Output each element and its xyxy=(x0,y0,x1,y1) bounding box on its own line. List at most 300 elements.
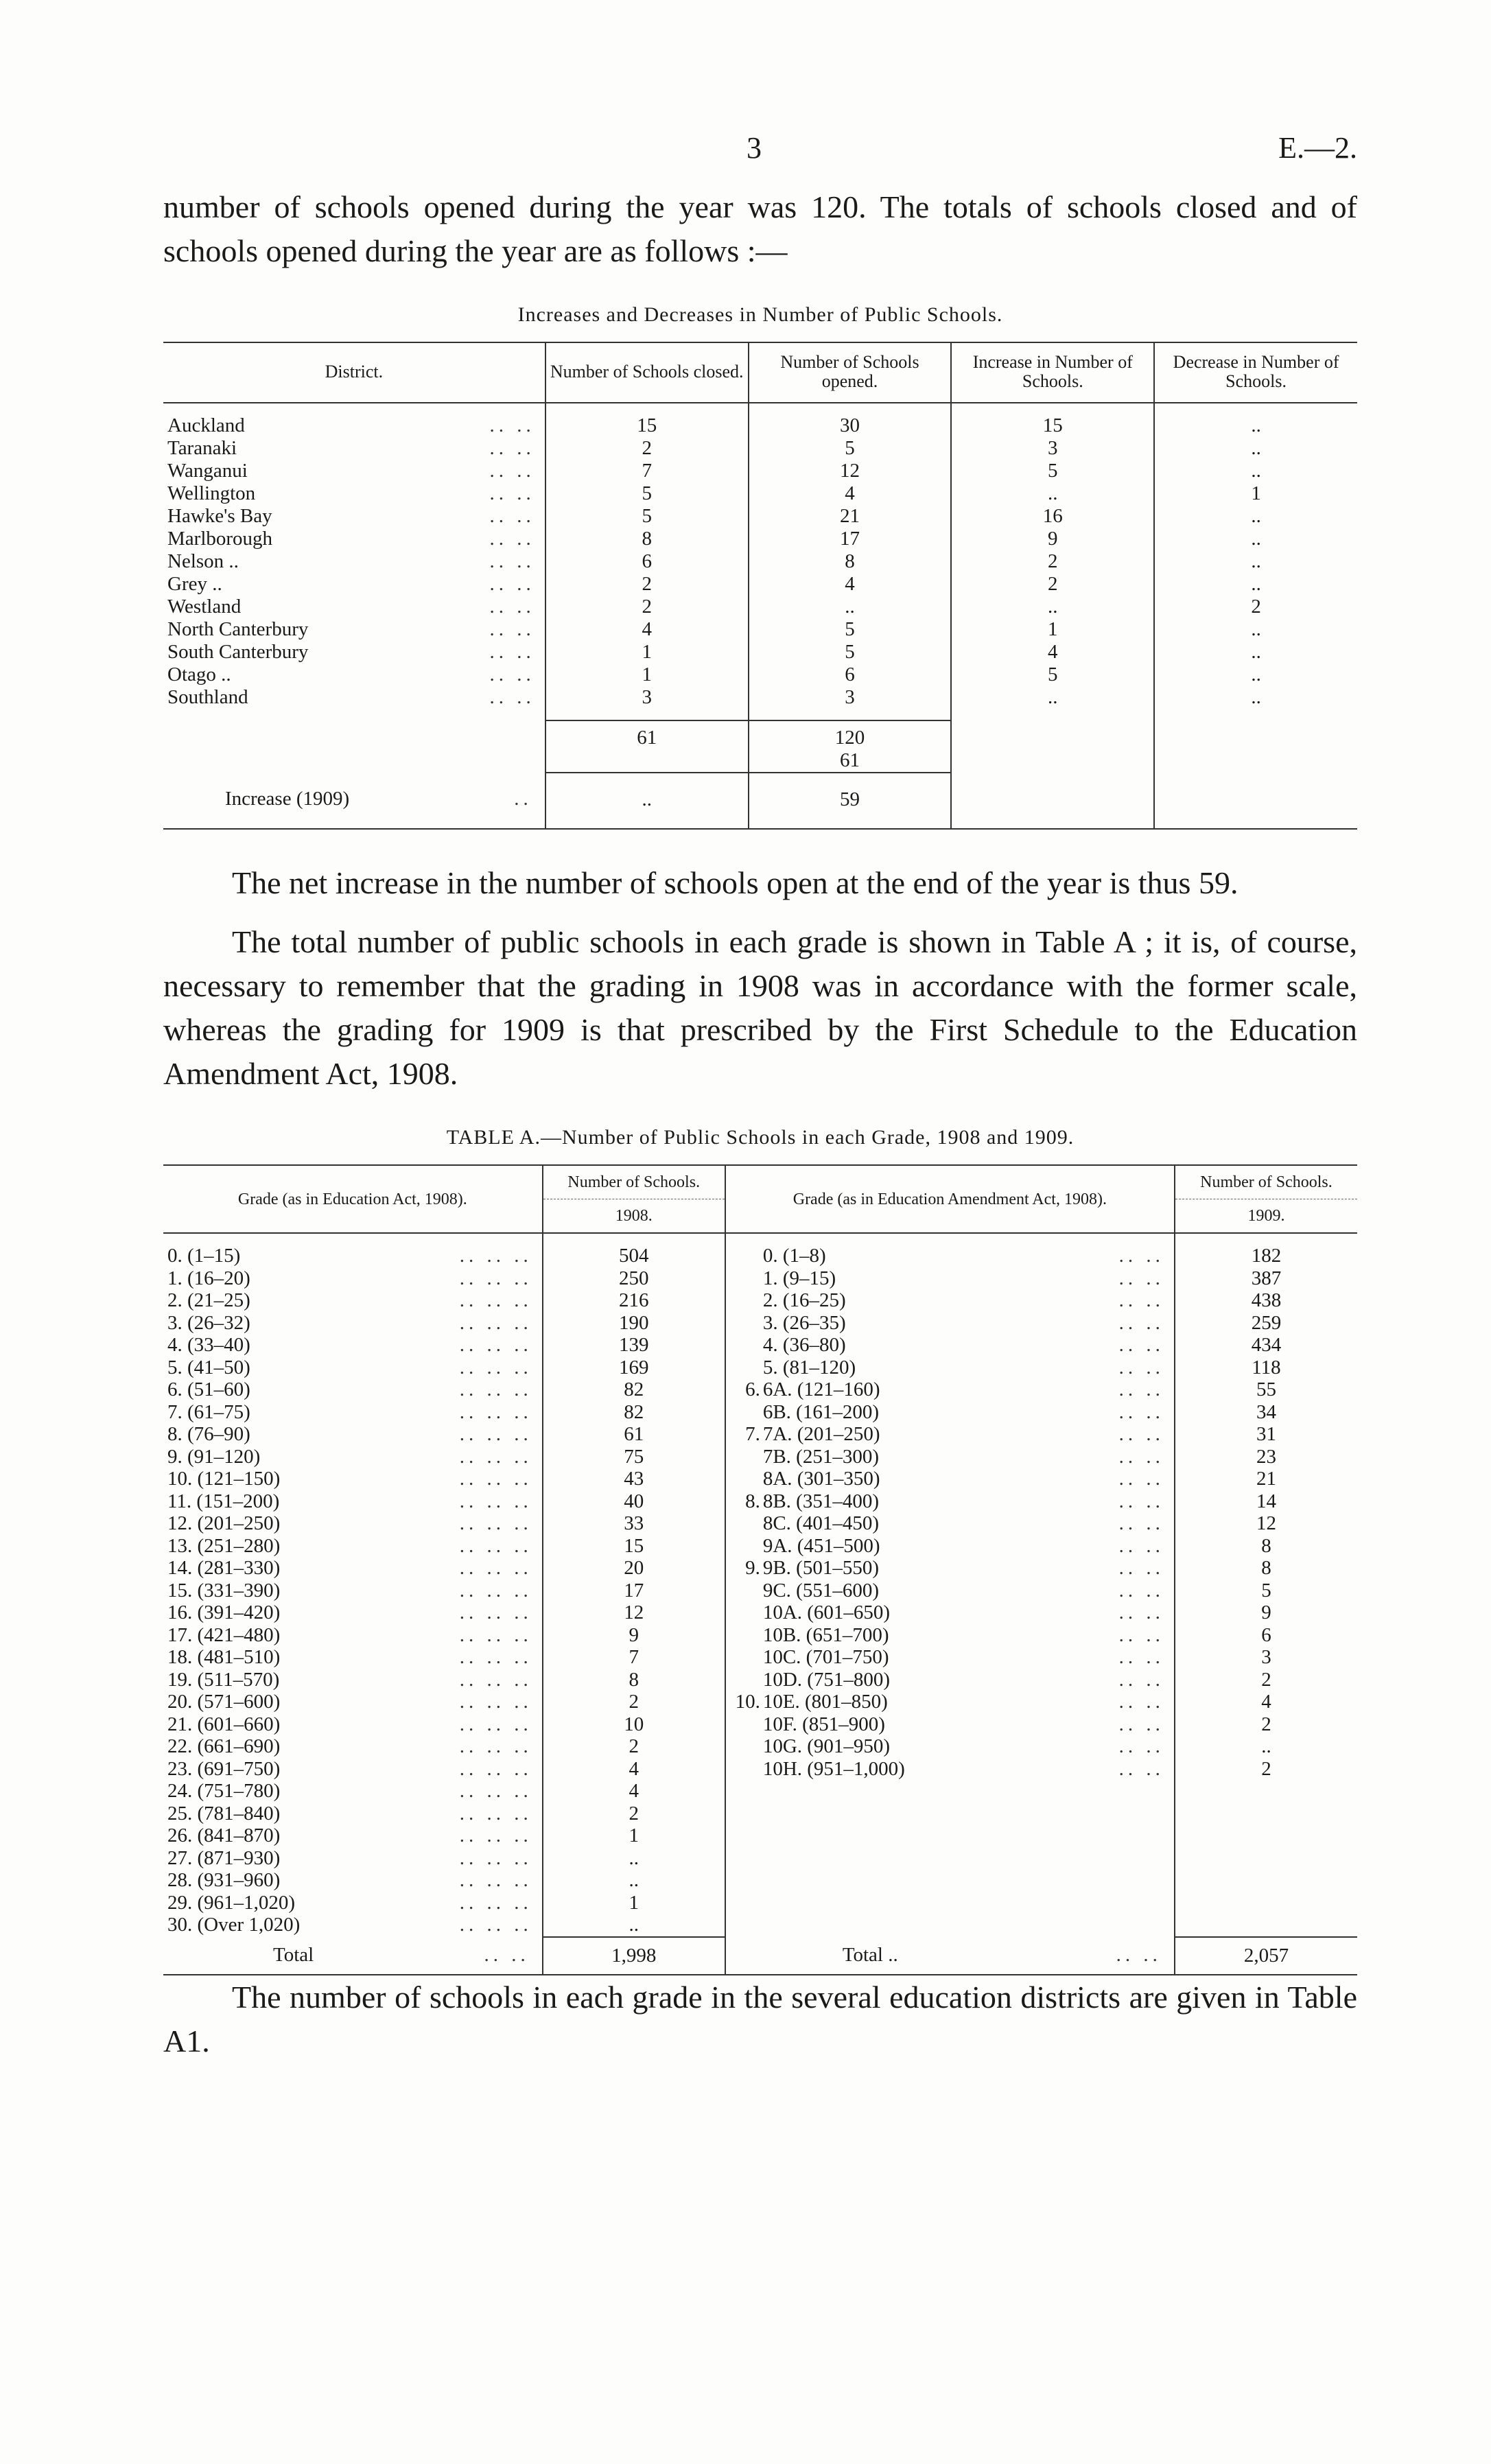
cell-decrease: .. xyxy=(1154,528,1357,550)
table-row xyxy=(163,1869,1357,1892)
table-row xyxy=(163,1646,1357,1669)
table-row xyxy=(163,1557,1357,1580)
cell-decrease: .. xyxy=(1154,686,1357,709)
grade-new-cell xyxy=(725,1780,1175,1803)
grade-new-label: 3. (26–35) xyxy=(762,1311,846,1334)
grade-old-label: 22. (661–690) xyxy=(167,1735,281,1757)
grade-new-label: 10D. (751–800) xyxy=(762,1668,891,1691)
grade-new-cell: 10D. (751–800) .. .. xyxy=(725,1669,1175,1691)
district-name: Hawke's Bay xyxy=(167,505,272,527)
count-1908: 33 xyxy=(543,1512,725,1535)
cell-opened: 6 xyxy=(749,664,952,686)
table-row xyxy=(163,1914,1357,1937)
grade-old-cell: 15. (331–390) .. .. .. xyxy=(167,1579,532,1601)
count-1909: 4 xyxy=(1175,1691,1357,1713)
total-closed: 61 xyxy=(545,720,749,773)
district-name: Westland xyxy=(167,596,242,618)
district-cell: Southland .. .. xyxy=(167,686,535,708)
document-page xyxy=(163,130,1357,2078)
grade-old-cell: 4. (33–40) .. .. .. xyxy=(167,1334,532,1356)
total-opened-less: 61 xyxy=(839,749,860,771)
district-cell: Hawke's Bay .. .. xyxy=(167,505,535,527)
count-1908: 43 xyxy=(543,1468,725,1490)
count-1908: 139 xyxy=(543,1334,725,1357)
grade-new-cell: 2. (16–25) .. .. xyxy=(725,1289,1175,1312)
grade-old-label: 8. (76–90) xyxy=(167,1423,250,1445)
count-1908: 12 xyxy=(543,1601,725,1624)
year-1909: 1909. xyxy=(1175,1199,1357,1234)
cell-closed: 1 xyxy=(545,641,749,664)
table-row xyxy=(163,1580,1357,1602)
grade-old-label: 4. (33–40) xyxy=(167,1334,250,1356)
table-row xyxy=(163,550,1357,573)
table-row xyxy=(163,573,1357,596)
col-closed: Number of Schools closed. xyxy=(545,342,749,403)
grade-new-cell xyxy=(725,1824,1175,1847)
cell-closed: 15 xyxy=(545,414,749,437)
count-1909: 259 xyxy=(1175,1312,1357,1335)
totals-row xyxy=(163,720,1357,773)
count-1908: 82 xyxy=(543,1401,725,1424)
count-1909: 34 xyxy=(1175,1401,1357,1424)
grade-new-cell xyxy=(725,1847,1175,1870)
grade-new-cell: 10C. (701–750) .. .. xyxy=(725,1646,1175,1669)
count-1908: 504 xyxy=(543,1245,725,1267)
grade-table xyxy=(163,1164,1357,1975)
grade-new-cell: 8C. (401–450) .. .. xyxy=(725,1512,1175,1535)
cell-increase: 9 xyxy=(951,528,1154,550)
grade-new-cell: 5. (81–120) .. .. xyxy=(725,1357,1175,1379)
count-1908: 75 xyxy=(543,1446,725,1468)
cell-opened: 21 xyxy=(749,505,952,528)
intro-paragraph: number of schools opened during the year was 120. The totals of schools closed and of schools opened during the year are as follows :— xyxy=(163,189,1357,268)
grade-old-label: 0. (1–15) xyxy=(167,1245,241,1267)
total-left-label-cell: Total .. .. xyxy=(273,1943,530,1966)
cell-increase: .. xyxy=(951,686,1154,709)
cell-closed: 7 xyxy=(545,460,749,482)
table-row xyxy=(163,414,1357,437)
grade-old-cell: 19. (511–570) .. .. .. xyxy=(167,1668,532,1691)
cell-decrease: .. xyxy=(1154,573,1357,596)
grade-old-cell: 12. (201–250) .. .. .. xyxy=(167,1512,532,1534)
district-name: Auckland xyxy=(167,414,245,436)
grade-new-cell: 7. 7A. (201–250) .. .. xyxy=(725,1423,1175,1446)
col-decrease: Decrease in Number of Schools. xyxy=(1154,342,1357,403)
cell-increase: 2 xyxy=(951,573,1154,596)
grade-new-label: 10B. (651–700) xyxy=(762,1623,889,1646)
cell-increase: 2 xyxy=(951,550,1154,573)
table-row xyxy=(163,1490,1357,1513)
count-1908: 1 xyxy=(543,1824,725,1847)
grade-group: 7. xyxy=(745,1423,760,1445)
table-row xyxy=(163,1535,1357,1558)
table-row xyxy=(163,1357,1357,1379)
grade-old-label: 28. (931–960) xyxy=(167,1869,281,1891)
grade-old-cell: 11. (151–200) .. .. .. xyxy=(167,1490,532,1512)
grade-new-label: 6B. (161–200) xyxy=(762,1400,879,1423)
grade-new-label: 8A. (301–350) xyxy=(762,1468,880,1490)
cell-opened: 4 xyxy=(749,482,952,505)
grade-old-cell: 18. (481–510) .. .. .. xyxy=(167,1646,532,1668)
grade-new-cell: 9. 9B. (501–550) .. .. xyxy=(725,1557,1175,1580)
grade-totals-row xyxy=(163,1937,1357,1975)
grade-new-cell: 6. 6A. (121–160) .. .. xyxy=(725,1378,1175,1401)
grade-new-cell: 10. 10E. (801–850) .. .. xyxy=(725,1691,1175,1713)
grade-old-cell: 23. (691–750) .. .. .. xyxy=(167,1757,532,1780)
district-cell: Marlborough .. .. xyxy=(167,528,535,550)
page-header xyxy=(163,130,1357,185)
table-row xyxy=(163,686,1357,709)
col-grade-old: Grade (as in Education Act, 1908). xyxy=(163,1165,543,1233)
grade-new-label: 5. (81–120) xyxy=(762,1356,856,1378)
table-row xyxy=(163,1803,1357,1825)
table-row xyxy=(163,1713,1357,1736)
grade-old-label: 12. (201–250) xyxy=(167,1512,281,1534)
col-grade-new: Grade (as in Education Amendment Act, 1908). xyxy=(725,1165,1175,1233)
table-row xyxy=(163,1512,1357,1535)
count-1909: 3 xyxy=(1175,1646,1357,1669)
page-number: 3 xyxy=(747,131,762,165)
count-1909: 31 xyxy=(1175,1423,1357,1446)
total-1909: 2,057 xyxy=(1175,1937,1357,1975)
count-1908: 10 xyxy=(543,1713,725,1736)
count-1909 xyxy=(1175,1847,1357,1870)
grade-new-cell: 10G. (901–950) .. .. xyxy=(725,1735,1175,1758)
grade-new-cell: 6B. (161–200) .. .. xyxy=(725,1401,1175,1424)
count-1908: 190 xyxy=(543,1312,725,1335)
cell-decrease: .. xyxy=(1154,641,1357,664)
table-row xyxy=(163,505,1357,528)
grade-old-label: 13. (251–280) xyxy=(167,1534,281,1557)
count-1909: 6 xyxy=(1175,1624,1357,1647)
grade-new-cell: 1. (9–15) .. .. xyxy=(725,1267,1175,1290)
count-1909: 21 xyxy=(1175,1468,1357,1490)
grade-new-cell: 8A. (301–350) .. .. xyxy=(725,1468,1175,1490)
grade-old-label: 3. (26–32) xyxy=(167,1311,250,1334)
cell-opened: 8 xyxy=(749,550,952,573)
table-row xyxy=(163,482,1357,505)
table-row xyxy=(163,1267,1357,1290)
increase-label: Increase (1909) xyxy=(225,788,350,810)
grade-new-label: 7B. (251–300) xyxy=(762,1445,879,1468)
count-1909: 118 xyxy=(1175,1357,1357,1379)
count-1909: 2 xyxy=(1175,1758,1357,1781)
count-1909: 2 xyxy=(1175,1669,1357,1691)
count-1908: .. xyxy=(543,1847,725,1870)
grade-old-cell: 9. (91–120) .. .. .. xyxy=(167,1445,532,1468)
grade-old-label: 6. (51–60) xyxy=(167,1378,250,1400)
count-1909 xyxy=(1175,1824,1357,1847)
table-row xyxy=(163,437,1357,460)
grade-new-cell: 10H. (951–1,000) .. .. xyxy=(725,1758,1175,1781)
grade-new-cell: 3. (26–35) .. .. xyxy=(725,1312,1175,1335)
district-name: Wanganui xyxy=(167,460,248,482)
count-1908: 8 xyxy=(543,1669,725,1691)
count-1909 xyxy=(1175,1803,1357,1825)
count-1909: 8 xyxy=(1175,1557,1357,1580)
grade-new-cell: 8. 8B. (351–400) .. .. xyxy=(725,1490,1175,1513)
count-1909: 12 xyxy=(1175,1512,1357,1535)
grade-new-label: 7A. (201–250) xyxy=(762,1423,880,1445)
table-row xyxy=(163,1423,1357,1446)
cell-decrease: .. xyxy=(1154,437,1357,460)
district-cell: Grey .. .. .. xyxy=(167,573,535,595)
table-row xyxy=(163,1446,1357,1468)
increase-row xyxy=(163,773,1357,829)
grade-old-label: 25. (781–840) xyxy=(167,1802,281,1824)
cell-closed: 2 xyxy=(545,437,749,460)
cell-opened: 5 xyxy=(749,618,952,641)
count-1909: 2 xyxy=(1175,1713,1357,1736)
count-1908: 2 xyxy=(543,1691,725,1713)
grade-old-cell: 1. (16–20) .. .. .. xyxy=(167,1267,532,1289)
grade-old-cell: 27. (871–930) .. .. .. xyxy=(167,1846,532,1869)
count-1909 xyxy=(1175,1780,1357,1803)
grade-total-paragraph: The total number of public schools in each grade is shown in Table A ; it is, of course, necessary to remember that the grading in 1908 was in accordance with the former scale, whereas the grading for 1909 is that prescribed by the First Schedule to the Education Amendment Act, 1908. xyxy=(163,924,1357,1091)
cell-opened: 12 xyxy=(749,460,952,482)
count-1909: 9 xyxy=(1175,1601,1357,1624)
district-cell: South Canterbury .. .. xyxy=(167,641,535,663)
grade-old-cell: 26. (841–870) .. .. .. xyxy=(167,1824,532,1846)
grade-old-label: 19. (511–570) xyxy=(167,1668,280,1691)
grade-old-cell: 24. (751–780) .. .. .. xyxy=(167,1780,532,1802)
cell-opened: .. xyxy=(749,596,952,618)
count-1908: 20 xyxy=(543,1557,725,1580)
table-row xyxy=(163,1289,1357,1312)
grade-old-label: 20. (571–600) xyxy=(167,1691,281,1713)
table-row xyxy=(163,1735,1357,1758)
grade-group: 6. xyxy=(745,1378,760,1400)
cell-increase: 5 xyxy=(951,460,1154,482)
cell-decrease: .. xyxy=(1154,550,1357,573)
grade-old-label: 26. (841–870) xyxy=(167,1824,281,1846)
grade-new-cell: 0. (1–8) .. .. xyxy=(725,1245,1175,1267)
cell-closed: 2 xyxy=(545,573,749,596)
grade-new-cell: 7B. (251–300) .. .. xyxy=(725,1446,1175,1468)
count-1909: 14 xyxy=(1175,1490,1357,1513)
count-1908: 2 xyxy=(543,1803,725,1825)
district-cell: Wellington .. .. xyxy=(167,482,535,504)
count-1909 xyxy=(1175,1914,1357,1937)
grade-new-label: 9A. (451–500) xyxy=(762,1534,880,1557)
grade-old-cell: 13. (251–280) .. .. .. xyxy=(167,1534,532,1557)
grade-group: 9. xyxy=(745,1557,760,1579)
col-number-1908: Number of Schools. xyxy=(543,1165,725,1199)
total-right-label-cell: Total .. .. .. xyxy=(725,1937,1175,1975)
cell-increase: 16 xyxy=(951,505,1154,528)
table-row xyxy=(163,1691,1357,1713)
total-opened: 120 xyxy=(834,727,865,749)
cell-decrease: .. xyxy=(1154,505,1357,528)
cell-decrease: .. xyxy=(1154,664,1357,686)
table-row xyxy=(163,664,1357,686)
table-row xyxy=(163,1780,1357,1803)
count-1909 xyxy=(1175,1892,1357,1914)
grade-old-label: 5. (41–50) xyxy=(167,1356,250,1378)
cell-closed: 5 xyxy=(545,505,749,528)
total-opened-cell xyxy=(749,720,952,773)
table-row xyxy=(163,1758,1357,1781)
table-row xyxy=(163,1401,1357,1424)
grade-new-cell: 10B. (651–700) .. .. xyxy=(725,1624,1175,1647)
grade-new-label: 10G. (901–950) xyxy=(762,1735,891,1757)
increase-label-cell: Increase (1909) .. xyxy=(225,788,532,810)
grade-old-cell: 6. (51–60) .. .. .. xyxy=(167,1378,532,1400)
count-1909: 23 xyxy=(1175,1446,1357,1468)
grade-new-label: 10C. (701–750) xyxy=(762,1646,889,1668)
cell-closed: 5 xyxy=(545,482,749,505)
cell-opened: 5 xyxy=(749,437,952,460)
table-row xyxy=(163,528,1357,550)
table-row xyxy=(163,1312,1357,1335)
grade-old-cell: 2. (21–25) .. .. .. xyxy=(167,1289,532,1311)
grade-old-cell: 17. (421–480) .. .. .. xyxy=(167,1623,532,1646)
table-row xyxy=(163,1892,1357,1914)
table-row xyxy=(163,460,1357,482)
count-1909: 55 xyxy=(1175,1378,1357,1401)
district-name: South Canterbury xyxy=(167,641,309,663)
cell-opened: 4 xyxy=(749,573,952,596)
cell-closed: 4 xyxy=(545,618,749,641)
increase-closed: .. xyxy=(545,773,749,829)
grade-old-cell: 3. (26–32) .. .. .. xyxy=(167,1311,532,1334)
count-1909: 438 xyxy=(1175,1289,1357,1312)
grade-old-label: 11. (151–200) xyxy=(167,1490,280,1512)
district-name: Grey .. xyxy=(167,573,222,595)
grade-new-label: 10A. (601–650) xyxy=(762,1601,891,1623)
district-cell: Westland .. .. xyxy=(167,596,535,618)
grade-old-label: 27. (871–930) xyxy=(167,1846,281,1869)
count-1908: .. xyxy=(543,1869,725,1892)
cell-closed: 3 xyxy=(545,686,749,709)
grade-new-cell: 9C. (551–600) .. .. xyxy=(725,1580,1175,1602)
table-row xyxy=(163,1824,1357,1847)
district-cell: North Canterbury .. .. xyxy=(167,618,535,640)
district-name: North Canterbury xyxy=(167,618,309,640)
grade-old-label: 30. (Over 1,020) xyxy=(167,1914,301,1936)
district-name: Wellington xyxy=(167,482,256,504)
cell-closed: 6 xyxy=(545,550,749,573)
district-name: Marlborough xyxy=(167,528,273,550)
grade-new-label: 10F. (851–900) xyxy=(762,1713,885,1735)
grade-old-cell: 29. (961–1,020) .. .. .. xyxy=(167,1891,532,1914)
grade-old-label: 21. (601–660) xyxy=(167,1713,281,1735)
grade-old-cell: 16. (391–420) .. .. .. xyxy=(167,1601,532,1623)
district-name: Taranaki xyxy=(167,437,237,459)
cell-closed: 1 xyxy=(545,664,749,686)
grade-new-label: 8B. (351–400) xyxy=(762,1490,879,1512)
grade-new-label: 2. (16–25) xyxy=(762,1289,846,1311)
count-1909 xyxy=(1175,1869,1357,1892)
count-1908: 17 xyxy=(543,1580,725,1602)
cell-opened: 30 xyxy=(749,414,952,437)
table-row xyxy=(163,1669,1357,1691)
final-paragraph: The number of schools in each grade in the several education districts are given in Table A1. xyxy=(163,1980,1357,2058)
table-row xyxy=(163,641,1357,664)
grade-old-label: 23. (691–750) xyxy=(167,1757,281,1780)
grade-new-cell xyxy=(725,1869,1175,1892)
grade-old-label: 29. (961–1,020) xyxy=(167,1891,296,1914)
grade-old-cell: 5. (41–50) .. .. .. xyxy=(167,1356,532,1378)
table-row xyxy=(163,596,1357,618)
table2-title: TABLE A.—Number of Public Schools in each Grade, 1908 and 1909. xyxy=(446,1126,1075,1149)
grade-new-cell: 10F. (851–900) .. .. xyxy=(725,1713,1175,1736)
cell-increase: 4 xyxy=(951,641,1154,664)
grade-old-label: 14. (281–330) xyxy=(167,1557,281,1579)
district-name: Otago .. xyxy=(167,664,231,685)
cell-decrease: .. xyxy=(1154,414,1357,437)
grade-new-label: 10H. (951–1,000) xyxy=(762,1757,905,1780)
grade-old-label: 9. (91–120) xyxy=(167,1445,261,1468)
total-right-label: Total .. xyxy=(842,1943,898,1966)
table1-body xyxy=(163,403,1357,829)
grade-new-label: 0. (1–8) xyxy=(762,1245,826,1267)
grade-new-cell: 9A. (451–500) .. .. xyxy=(725,1535,1175,1558)
grade-new-label: 9C. (551–600) xyxy=(762,1579,879,1601)
table-row xyxy=(163,1334,1357,1357)
count-1908: 40 xyxy=(543,1490,725,1513)
cell-closed: 2 xyxy=(545,596,749,618)
cell-increase: .. xyxy=(951,482,1154,505)
district-cell: Nelson .. .. .. xyxy=(167,550,535,572)
count-1908: 216 xyxy=(543,1289,725,1312)
count-1908: 4 xyxy=(543,1758,725,1781)
table-row xyxy=(163,1624,1357,1647)
grade-new-label: 6A. (121–160) xyxy=(762,1378,880,1400)
grade-old-label: 17. (421–480) xyxy=(167,1623,281,1646)
total-1908: 1,998 xyxy=(543,1937,725,1975)
increase-opened: 59 xyxy=(749,773,952,829)
count-1908: 82 xyxy=(543,1378,725,1401)
grade-old-label: 24. (751–780) xyxy=(167,1780,281,1802)
count-1908: 169 xyxy=(543,1357,725,1379)
grade-old-label: 16. (391–420) xyxy=(167,1601,281,1623)
grade-new-label: 10E. (801–850) xyxy=(762,1691,888,1713)
count-1908: 9 xyxy=(543,1624,725,1647)
table-row xyxy=(163,1245,1357,1267)
cell-increase: 1 xyxy=(951,618,1154,641)
grade-old-label: 15. (331–390) xyxy=(167,1579,281,1601)
district-cell: Taranaki .. .. xyxy=(167,437,535,459)
grade-new-cell xyxy=(725,1892,1175,1914)
table-row xyxy=(163,1847,1357,1870)
grade-new-cell xyxy=(725,1803,1175,1825)
grade-old-cell: 28. (931–960) .. .. .. xyxy=(167,1869,532,1891)
district-cell: Otago .. .. .. xyxy=(167,664,535,685)
district-name: Nelson .. xyxy=(167,550,239,572)
count-1908: 2 xyxy=(543,1735,725,1758)
grade-old-cell: 0. (1–15) .. .. .. xyxy=(167,1245,532,1267)
grade-group: 8. xyxy=(745,1490,760,1512)
grade-old-label: 10. (121–150) xyxy=(167,1468,281,1490)
count-1909: 5 xyxy=(1175,1580,1357,1602)
count-1909: 387 xyxy=(1175,1267,1357,1290)
cell-opened: 3 xyxy=(749,686,952,709)
table-row xyxy=(163,1468,1357,1490)
grade-old-cell: 30. (Over 1,020) .. .. .. xyxy=(167,1914,532,1936)
grade-new-cell xyxy=(725,1914,1175,1937)
count-1908: 7 xyxy=(543,1646,725,1669)
cell-closed: 8 xyxy=(545,528,749,550)
count-1909: .. xyxy=(1175,1735,1357,1758)
grade-new-cell: 10A. (601–650) .. .. xyxy=(725,1601,1175,1624)
net-increase-paragraph: The net increase in the number of schools open at the end of the year is thus 59. xyxy=(232,865,1238,900)
grade-new-cell: 4. (36–80) .. .. xyxy=(725,1334,1175,1357)
count-1909: 434 xyxy=(1175,1334,1357,1357)
grade-old-label: 18. (481–510) xyxy=(167,1646,281,1668)
table-row xyxy=(163,1601,1357,1624)
total-left-label: Total xyxy=(273,1943,314,1966)
